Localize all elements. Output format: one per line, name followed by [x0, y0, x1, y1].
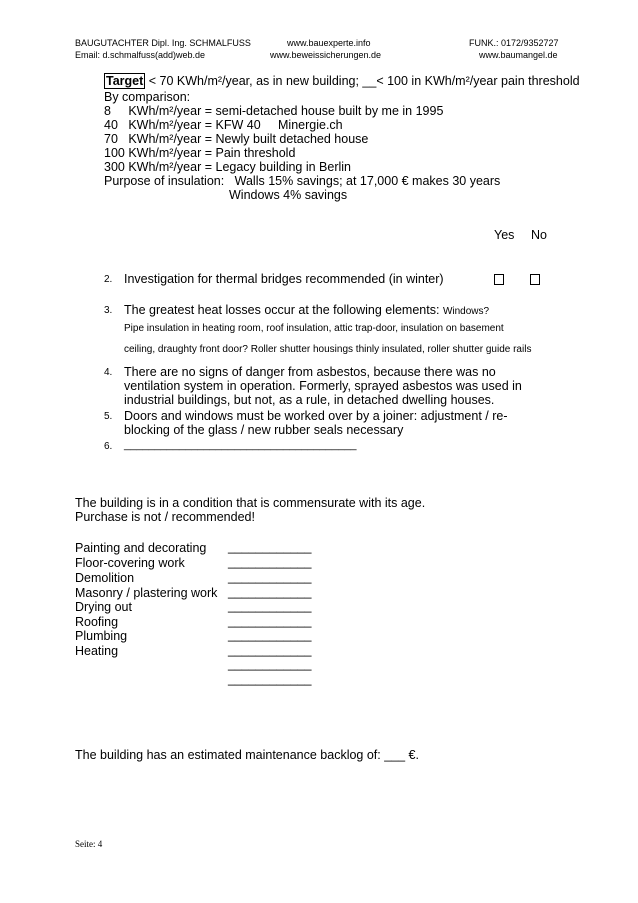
item-5-text: Doors and windows must be worked over by a joiner: adjustment / re-: [124, 409, 508, 423]
item-3-answer: Windows?: [442, 306, 490, 317]
work-item: Demolition: [75, 571, 135, 585]
item-2-no-checkbox[interactable]: [530, 274, 540, 285]
work-item: Heating: [75, 644, 119, 658]
item-number: 2.: [104, 274, 113, 285]
target-text: < 70 KWh/m²/year, as in new building; __< 100 in KWh/m²/year pain threshold: [148, 74, 580, 88]
purchase-statement: Purchase is not / recommended!: [75, 510, 255, 524]
insulation-windows: Windows 4% savings: [229, 188, 348, 202]
yes-column-label: Yes: [494, 228, 515, 242]
cost-blank-line[interactable]: ____________: [228, 585, 312, 599]
insulation-purpose: Purpose of insulation: Walls 15% savings; at 17,000 € makes 30 years: [104, 174, 501, 188]
comparison-line: 70 KWh/m²/year = Newly built detached house: [104, 132, 369, 146]
cost-blank-line[interactable]: ____________: [228, 599, 312, 613]
item-number: 4.: [104, 367, 113, 378]
header-website-3[interactable]: www.baumangel.de: [479, 50, 558, 60]
comparison-line: 8 KWh/m²/year = semi-detached house built by me in 1995: [104, 104, 444, 118]
item-4-text: There are no signs of danger from asbestos, because there was no: [124, 365, 496, 379]
cost-blank-line[interactable]: ____________: [228, 657, 312, 671]
item-3-detail: Pipe insulation in heating room, roof insulation, attic trap-door, insulation on basement: [124, 323, 504, 334]
header-website-2[interactable]: www.beweissicherungen.de: [270, 50, 382, 60]
comparison-line: 100 KWh/m²/year = Pain threshold: [104, 146, 296, 160]
cost-blank-line[interactable]: ____________: [228, 628, 312, 642]
comparison-heading: By comparison:: [104, 90, 191, 104]
item-number: 5.: [104, 411, 113, 422]
item-2-yes-checkbox[interactable]: [494, 274, 504, 285]
item-5-text: blocking of the glass / new rubber seals necessary: [124, 423, 404, 437]
work-item: Plumbing: [75, 629, 128, 643]
header-email[interactable]: Email: d.schmalfuss(add)web.de: [75, 50, 206, 60]
cost-blank-line[interactable]: ____________: [228, 643, 312, 657]
comparison-line: 40 KWh/m²/year = KFW 40 Minergie.ch: [104, 118, 343, 132]
cost-blank-line[interactable]: ____________: [228, 570, 312, 584]
item-3-detail: ceiling, draughty front door? Roller shutter housings thinly insulated, roller shutter guide rails: [124, 344, 532, 355]
cost-blank-line[interactable]: ____________: [228, 672, 312, 686]
condition-statement: The building is in a condition that is commensurate with its age.: [75, 496, 426, 510]
item-number: 6.: [104, 441, 113, 452]
item-3-main: The greatest heat losses occur at the following elements:: [124, 303, 440, 317]
item-4-text: ventilation system in operation. Formerly, sprayed asbestos was used in: [124, 379, 522, 393]
header-phone: FUNK.: 0172/9352727: [469, 38, 559, 48]
item-number: 3.: [104, 305, 113, 316]
header-website-1[interactable]: www.bauexperte.info: [287, 38, 371, 48]
work-item: Masonry / plastering work: [75, 586, 218, 600]
cost-blank-line[interactable]: ____________: [228, 614, 312, 628]
work-item: Painting and decorating: [75, 541, 207, 555]
work-item: Floor-covering work: [75, 556, 185, 570]
item-2-text: Investigation for thermal bridges recommended (in winter): [124, 272, 444, 286]
cost-blank-line[interactable]: ____________: [228, 540, 312, 554]
item-4-text: industrial buildings, but not, as a rule, in detached dwelling houses.: [124, 393, 495, 407]
no-column-label: No: [531, 228, 547, 242]
item-3-text: [124, 303, 489, 319]
work-item: Drying out: [75, 600, 132, 614]
header-company: BAUGUTACHTER Dipl. Ing. SCHMALFUSS: [75, 38, 251, 48]
target-label: Target: [106, 74, 144, 88]
comparison-line: 300 KWh/m²/year = Legacy building in Berlin: [104, 160, 352, 174]
maintenance-backlog: The building has an estimated maintenance backlog of: ___ €.: [75, 748, 419, 762]
page-number: Seite: 4: [75, 839, 103, 849]
cost-blank-line[interactable]: ____________: [228, 555, 312, 569]
item-6-blank[interactable]: ______________________________________: [124, 439, 357, 451]
target-line: [104, 74, 580, 88]
work-item: Roofing: [75, 615, 119, 629]
